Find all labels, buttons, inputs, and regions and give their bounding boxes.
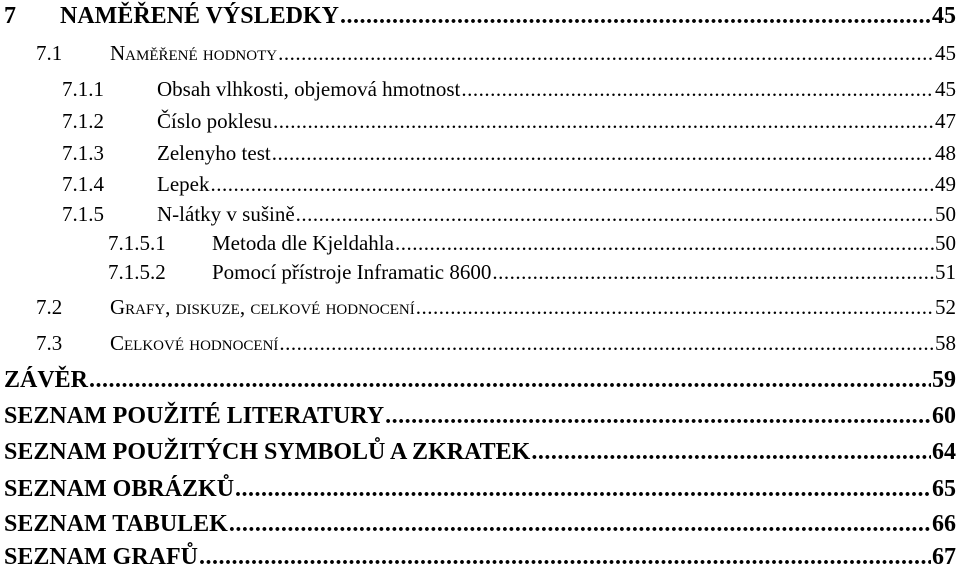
toc-entry-title: Lepek bbox=[157, 172, 210, 196]
toc-entry-page: 45 bbox=[932, 3, 956, 29]
toc-dot-leader bbox=[272, 143, 934, 164]
toc-entry-title: SEZNAM OBRÁZKŮ bbox=[4, 476, 235, 502]
toc-entry-7-1-3[interactable] bbox=[62, 143, 956, 164]
toc-dot-leader bbox=[416, 297, 934, 318]
toc-entry-title: ZÁVĚR bbox=[4, 367, 89, 393]
toc-entry-page: 58 bbox=[935, 331, 956, 355]
toc-entry-page: 67 bbox=[932, 544, 956, 570]
toc-entry-number: 7.1.1 bbox=[62, 77, 104, 101]
toc-entry-title: Metoda dle Kjeldahla bbox=[212, 231, 394, 255]
toc-dot-leader bbox=[385, 404, 931, 428]
toc-entry-title: Grafy, diskuze, celkové hodnocení bbox=[110, 295, 415, 319]
toc-entry-page: 45 bbox=[935, 77, 956, 101]
toc-dot-leader bbox=[235, 477, 931, 501]
toc-entry-title: SEZNAM TABULEK bbox=[4, 511, 228, 537]
toc-entry-number: 7.2 bbox=[36, 295, 63, 319]
toc-entry-title: Naměřené hodnoty bbox=[110, 41, 278, 65]
toc-dot-leader bbox=[492, 262, 934, 283]
toc-entry-page: 45 bbox=[935, 41, 956, 65]
toc-entry-title: Pomocí přístroje Inframatic 8600 bbox=[212, 260, 492, 284]
toc-entry-page: 52 bbox=[935, 295, 956, 319]
toc-entry-chapter-7[interactable] bbox=[4, 4, 956, 28]
toc-entry-7-1-5[interactable] bbox=[62, 204, 956, 225]
toc-entry-number: 7.1.5 bbox=[62, 202, 104, 226]
toc-entry-7-1[interactable] bbox=[36, 43, 956, 64]
toc-entry-number: 7.1.5.1 bbox=[108, 231, 166, 255]
toc-entry-page: 65 bbox=[932, 476, 956, 502]
toc-entry-page: 64 bbox=[932, 439, 956, 465]
toc-dot-leader bbox=[279, 333, 934, 354]
toc-entry-7-1-5-2[interactable] bbox=[108, 262, 956, 283]
toc-entry-number: 7.1.5.2 bbox=[108, 260, 166, 284]
toc-entry-page: 66 bbox=[932, 511, 956, 537]
toc-dot-leader bbox=[461, 79, 934, 100]
toc-entry-title: Celkové hodnocení bbox=[110, 331, 279, 355]
toc-entry-title: Obsah vlhkosti, objemová hmotnost bbox=[157, 77, 461, 101]
toc-entry-literatura[interactable] bbox=[4, 404, 956, 428]
toc-entry-tabulky[interactable] bbox=[4, 512, 956, 536]
toc-entry-page: 47 bbox=[935, 109, 956, 133]
toc-entry-title: Zelenyho test bbox=[157, 141, 271, 165]
toc-dot-leader bbox=[278, 43, 934, 64]
toc-entry-7-1-5-1[interactable] bbox=[108, 233, 956, 254]
toc-entry-page: 49 bbox=[935, 172, 956, 196]
toc-entry-number: 7.1.2 bbox=[62, 109, 104, 133]
toc-dot-leader bbox=[395, 233, 934, 254]
toc-dot-leader bbox=[531, 440, 931, 464]
toc-entry-title: NAMĚŘENÉ VÝSLEDKY bbox=[60, 3, 339, 29]
toc-entry-7-1-2[interactable] bbox=[62, 111, 956, 132]
toc-entry-number: 7.1 bbox=[36, 41, 63, 65]
toc-entry-page: 48 bbox=[935, 141, 956, 165]
toc-entry-grafy[interactable] bbox=[4, 545, 956, 569]
toc-entry-7-3[interactable] bbox=[36, 333, 956, 354]
toc-entry-page: 59 bbox=[932, 367, 956, 393]
toc-dot-leader bbox=[89, 368, 931, 392]
toc-entry-symboly[interactable] bbox=[4, 440, 956, 464]
toc-entry-number: 7.1.3 bbox=[62, 141, 104, 165]
toc-entry-number: 7.3 bbox=[36, 331, 63, 355]
toc-dot-leader bbox=[296, 204, 934, 225]
toc-entry-title: SEZNAM GRAFŮ bbox=[4, 544, 199, 570]
toc-dot-leader bbox=[199, 545, 931, 569]
toc-entry-obrazky[interactable] bbox=[4, 477, 956, 501]
toc-entry-7-2[interactable] bbox=[36, 297, 956, 318]
toc-entry-page: 50 bbox=[935, 231, 956, 255]
toc-entry-page: 60 bbox=[932, 403, 956, 429]
toc-dot-leader bbox=[273, 111, 934, 132]
toc-entry-7-1-1[interactable] bbox=[62, 79, 956, 100]
toc-entry-page: 50 bbox=[935, 202, 956, 226]
toc-dot-leader bbox=[229, 512, 931, 536]
toc-entry-7-1-4[interactable] bbox=[62, 174, 956, 195]
toc-dot-leader bbox=[340, 4, 931, 28]
toc-entry-page: 51 bbox=[935, 260, 956, 284]
toc-entry-number: 7.1.4 bbox=[62, 172, 104, 196]
toc-entry-title: SEZNAM POUŽITÝCH SYMBOLŮ A ZKRATEK bbox=[4, 439, 531, 465]
toc-entry-number: 7 bbox=[4, 3, 16, 29]
toc-entry-zaver[interactable] bbox=[4, 368, 956, 392]
toc-dot-leader bbox=[210, 174, 934, 195]
toc-entry-title: N-látky v sušině bbox=[157, 202, 295, 226]
toc-entry-title: Číslo poklesu bbox=[157, 109, 272, 133]
toc-entry-title: SEZNAM POUŽITÉ LITERATURY bbox=[4, 403, 385, 429]
